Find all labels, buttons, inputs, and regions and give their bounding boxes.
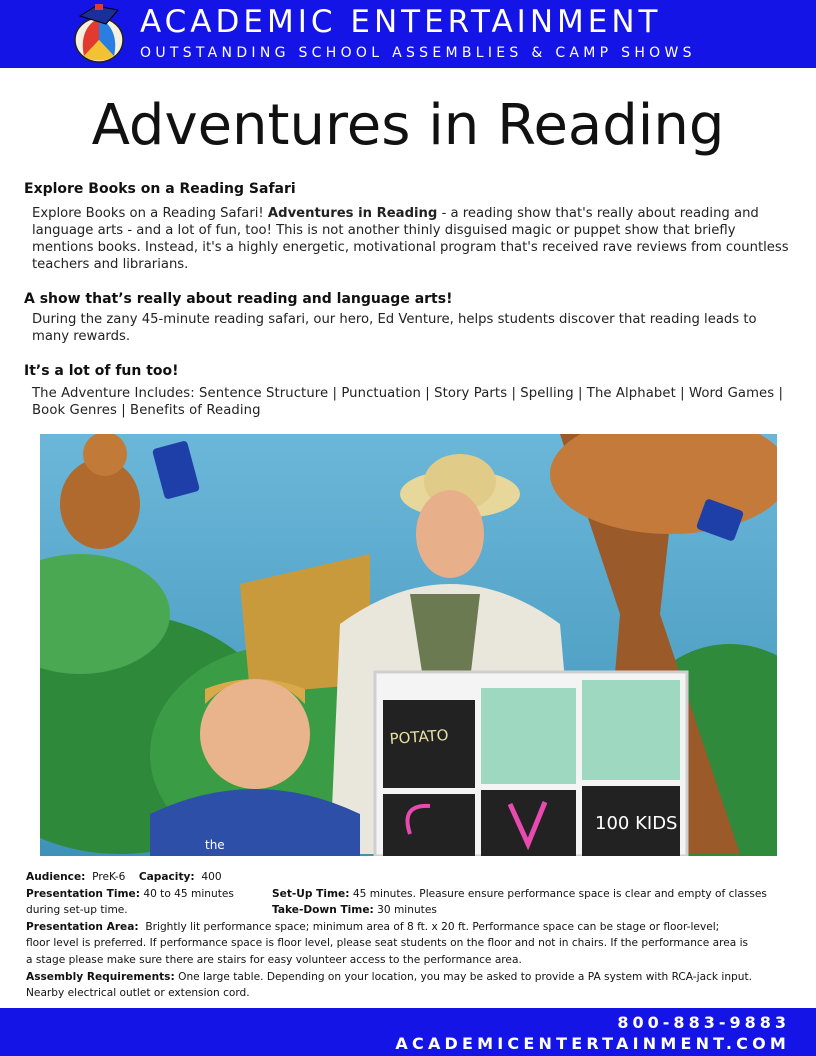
performer-photo bbox=[40, 434, 777, 856]
requirements-label: Assembly Requirements: bbox=[26, 970, 175, 983]
details-row-area-3 bbox=[26, 952, 790, 969]
website-url: ACADEMICENTERTAINMENT.COM bbox=[395, 1034, 790, 1053]
details-row-area-1 bbox=[26, 919, 790, 936]
text-intro: Explore Books on a Reading Safari! bbox=[32, 206, 268, 221]
details-row-requirements bbox=[26, 969, 790, 986]
setup-time bbox=[272, 886, 767, 903]
area-label: Presentation Area: bbox=[26, 920, 139, 933]
page-title: Adventures in Reading bbox=[91, 93, 725, 158]
capacity-value: 400 bbox=[201, 871, 222, 883]
section-text-topics: The Adventure Includes: Sentence Structure | Punctuation | Story Parts | Spelling | The Alphabet | Word Games | Book Genres | Benefits of Reading bbox=[32, 386, 784, 418]
area-line-3: a stage please make sure there are stairs for easy volunteer access to the performance area. bbox=[26, 953, 522, 966]
details-row-requirements-2 bbox=[26, 985, 790, 1002]
details-row-area-2 bbox=[26, 935, 790, 952]
beach-ball-logo-icon bbox=[66, 4, 132, 64]
presentation-time-value: 40 to 45 minutes bbox=[143, 887, 234, 900]
header-banner bbox=[0, 0, 816, 68]
section-heading-safari: Explore Books on a Reading Safari bbox=[24, 181, 296, 197]
section-heading-fun: It’s a lot of fun too! bbox=[24, 363, 179, 379]
setup-value: 45 minutes. Pleasure ensure performance space is clear and empty of classes bbox=[352, 887, 767, 900]
presentation-time-label: Presentation Time: bbox=[26, 887, 140, 900]
board-kids: 100 KIDS bbox=[595, 813, 678, 834]
takedown-label: Take-Down Time: bbox=[272, 904, 374, 917]
details-row-times bbox=[26, 886, 790, 903]
requirements-line-2: Nearby electrical outlet or extension cord. bbox=[26, 987, 250, 1000]
board-word: POTATO bbox=[389, 725, 450, 748]
brand-name: ACADEMIC ENTERTAINMENT bbox=[140, 4, 662, 40]
section-text-language-arts: During the zany 45-minute reading safari, our hero, Ed Venture, helps students discover that reading leads to many rewards. bbox=[32, 312, 757, 344]
photo-illustration bbox=[40, 434, 777, 856]
brand-tagline: OUTSTANDING SCHOOL ASSEMBLIES & CAMP SHOWS bbox=[140, 45, 696, 61]
audience-value: PreK-6 bbox=[92, 871, 126, 883]
requirements-line-1: One large table. Depending on your location, you may be asked to provide a PA system with RCA-jack input. bbox=[178, 970, 753, 983]
setup-cont: during set-up time. bbox=[26, 904, 128, 917]
section-text-safari bbox=[32, 205, 796, 273]
text-show-name: Adventures in Reading bbox=[267, 206, 438, 221]
takedown-time bbox=[272, 902, 437, 919]
section-heading-language-arts: A show that’s really about reading and language arts! bbox=[24, 291, 453, 307]
footer-banner bbox=[0, 1008, 816, 1056]
details-row-takedown bbox=[26, 902, 790, 919]
area-line-2: floor level is preferred. If performance space is floor level, please seat students on the floor and not in chairs. If the performance area is bbox=[26, 937, 749, 950]
setup-label: Set-Up Time: bbox=[272, 887, 350, 900]
takedown-value: 30 minutes bbox=[377, 904, 437, 917]
shirt-text: the bbox=[205, 838, 225, 852]
phone-number: 800-883-9883 bbox=[617, 1013, 790, 1032]
audience-label: Audience: bbox=[26, 871, 86, 883]
capacity-label: Capacity: bbox=[138, 871, 195, 883]
details-row-audience bbox=[26, 869, 790, 886]
area-line-1: Brightly lit performance space; minimum area of 8 ft. x 20 ft. Performance space can be stage or floor-level; bbox=[145, 920, 720, 933]
text-description: - a reading show that's really about reading and language arts - and a lot of fun, too! This is not another thinly disguised magic or puppet show that briefly mentions books. Instead, it's a highly energetic, motivational program that's received rave reviews from countless teachers and librarians. bbox=[32, 206, 789, 272]
assembly-details bbox=[26, 869, 790, 1002]
